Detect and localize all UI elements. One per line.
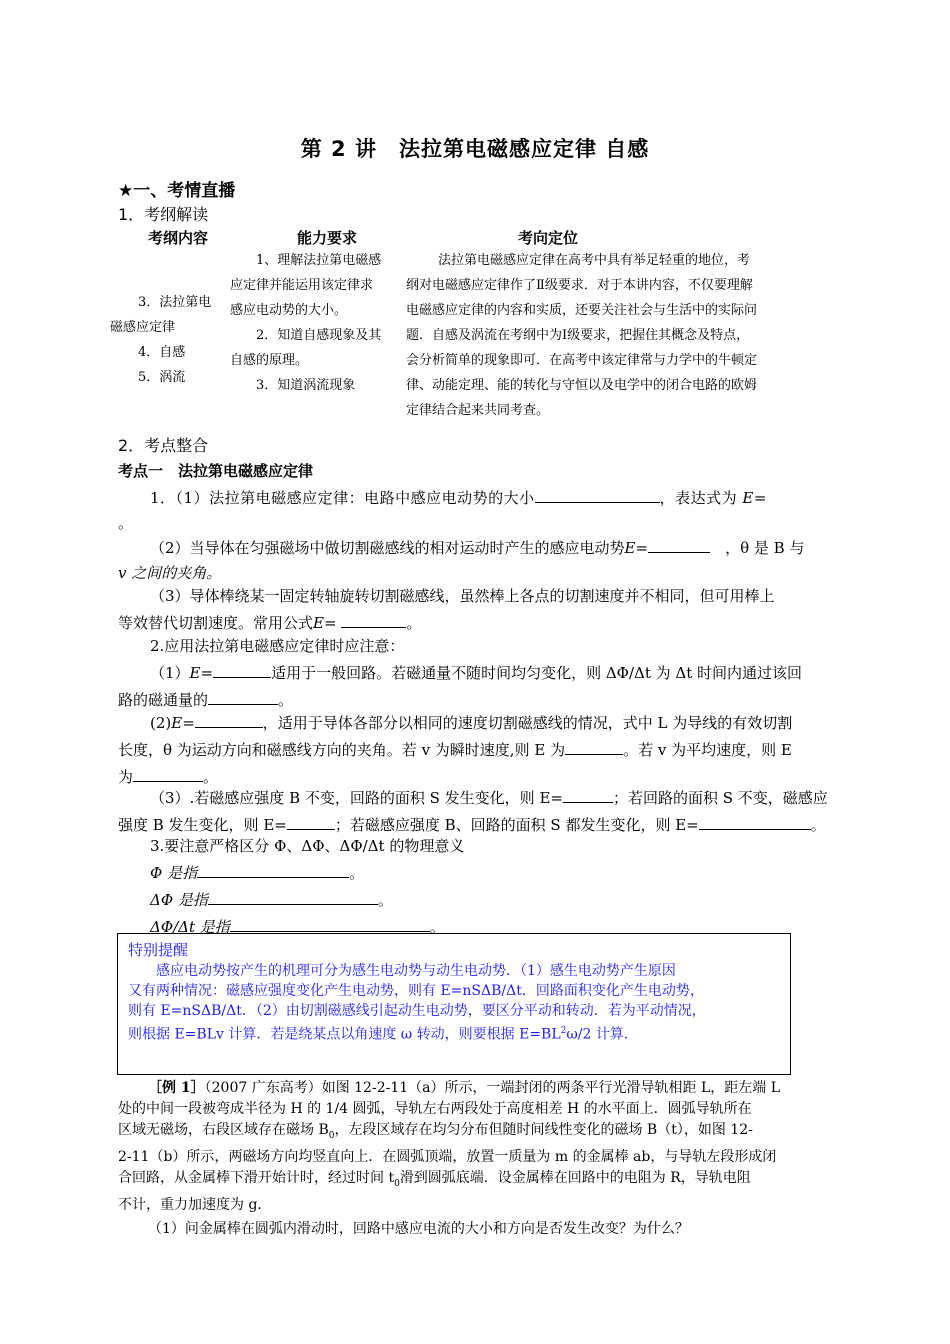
fill-blank: [197, 859, 349, 878]
table-header: 考纲内容: [148, 229, 209, 247]
fill-blank: [195, 709, 263, 728]
paragraph: 2.应用法拉第电磁感应定律时应注意：: [150, 637, 405, 655]
fill-blank: [341, 609, 406, 628]
paragraph: 3.要注意严格区分 Φ、ΔΦ、ΔΦ/Δt 的物理意义 Φ 是指 。 ΔΦ 是指 。 ΔΦ/Δt 是指 。: [150, 837, 465, 936]
table-header: 能力要求: [297, 229, 358, 247]
table-header: 考向定位: [518, 229, 579, 247]
section-heading: ★一、考情直播: [118, 181, 236, 201]
note-box: [117, 933, 791, 1075]
fill-blank: [535, 484, 660, 503]
page-title: 第 2 讲 法拉第电磁感应定律 自感: [300, 137, 650, 161]
table-cell-ability: 1、理解法拉第电磁感 应定律并能运用该定律求 感应电动势的大小。 2．知道自感现象及其 自感的原理。 3．知道涡流现象: [230, 253, 382, 393]
fill-blank: [563, 784, 613, 803]
subsection-heading: 2．考点整合: [118, 436, 209, 455]
topic-heading: 考点一 法拉第电磁感应定律: [118, 462, 314, 480]
fill-blank: [133, 763, 203, 782]
fill-blank: [230, 913, 430, 932]
paragraph: 1．（1）法拉第电磁感应定律：电路中感应电动势的大小 ，表达式为 E= 。: [118, 484, 842, 536]
paragraph: （3）导体棒绕某一固定转轴旋转切割磁感线，虽然棒上各点的切割速度并不相同，但可用棒上 等效替代切割速度。常用公式E= 。: [118, 587, 775, 632]
paragraph: (2)E= ，适用于导体各部分以相同的速度切割磁感线的情况，式中 L 为导线的有效切割 长度，θ 为运动方向和磁感线方向的夹角。若 v 为瞬时速度,则 E 为 。若 v 为平均速度，则 E 为 。: [118, 709, 842, 790]
example-block: ［例 1］（2007 广东高考）如图 12-2-11（a）所示，一端封闭的两条平行光滑导轨相距 L，距左端 L 处的中间一段被弯成半径为 H 的 1/4 圆弧，导轨左右两段处于高度相差 H 的水平面上．圆弧导轨所在 区域无磁场，右段区域存在磁场 $B_0$，左段区域存在均匀分布但随时间线性变化的磁场 B（t），如图 12- 2-11（b）所示，两磁场方向均竖直向上．在圆弧顶端，放置一质量为 m 的金属棒 ab，与导轨左段形成闭 合回路，从金属棒下滑开始计时，经过时间 $t_0$滑到圆弧底端．设金属棒在回路中的电阻为 R，导轨电阻 不计，重力加速度为 g． （1）问金属棒在圆弧内滑动时，回路中感应电流的大小和方向是否发生改变？为什么？: [118, 1078, 842, 1240]
fill-blank: [648, 534, 710, 553]
table-cell-content: 3．法拉第电 磁感应定律 4．自感 5．涡流: [110, 295, 212, 385]
paragraph: （2）当导体在匀强磁场中做切割磁感线的相对运动时产生的感应电动势E= ，θ 是 B 与 v 之间的夹角。: [118, 534, 842, 586]
example-label: ［例 1］: [148, 1080, 205, 1096]
table-cell-direction: 法拉第电磁感应定律在高考中具有举足轻重的地位，考 纲对电磁感应定律作了Ⅱ级要求．对于本讲内容，不仅要理解 电磁感应定律的内容和实质，还要关注社会与生活中的实际问 题．自感及涡流在考纲中为Ⅰ级要求，把握住其概念及特点， 会分析简单的现象即可．在高考中该定律常与力学中的牛顿定 律、动能定理、能的转化与守恒以及电学中的闭合电路的欧姆 定律结合起来共同考查。: [406, 253, 758, 418]
note-body: 感应电动势按产生的机理可分为感生电动势与动生电动势．（1）感生电动势产生原因 又有两种情况：磁感应强度变化产生电动势，则有 E=nSΔB/Δt．回路面积变化产生电动势， 则有 E=nSΔB/Δt．（2）由切割磁感线引起动生电动势，要区分平动和转动．若为平动情况， 则根据 E=BLv 计算．若是绕某点以角速度 ω 转动，则要根据 $E=BL^2\omega/2$ 计算．: [128, 963, 706, 1043]
subsection-heading: 1．考纲解读: [118, 205, 209, 224]
fill-blank: [287, 811, 335, 830]
question: （1）问金属棒在圆弧内滑动时，回路中感应电流的大小和方向是否发生改变？为什么？: [148, 1220, 689, 1237]
fill-blank: [565, 736, 623, 755]
paragraph: （3）.若磁感应强度 B 不变，回路的面积 S 发生变化，则 E= ；若回路的面积 S 不变，磁感应 强度 B 发生变化，则 E= ；若磁感应强度 B、回路的面积 S 都发生变化，则 E= 。: [118, 784, 842, 838]
fill-blank: [208, 886, 378, 905]
fill-blank: [208, 686, 278, 705]
fill-blank: [699, 811, 811, 830]
paragraph: （1）E= 适用于一般回路。若磁通量不随时间均匀变化，则 ΔΦ/Δt 为 Δt 时间内通过该回 路的磁通量的 。: [118, 659, 842, 713]
fill-blank: [213, 659, 271, 678]
note-title: 特别提醒: [128, 941, 189, 959]
